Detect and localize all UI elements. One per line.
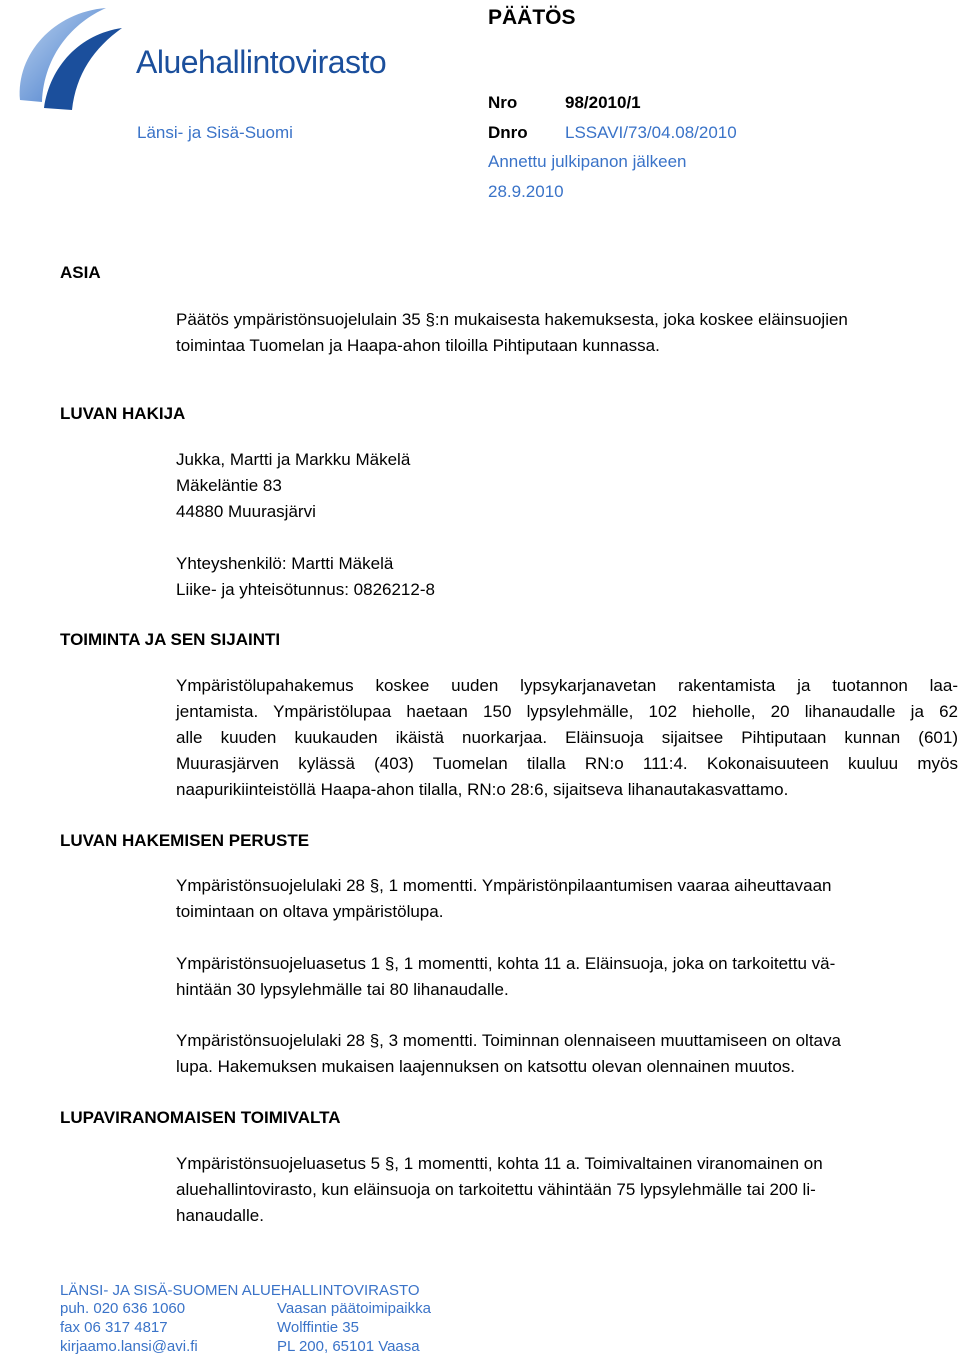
- applicant-name: Jukka, Martti ja Markku Mäkelä: [176, 450, 411, 469]
- footer-phone: puh. 020 636 1060: [60, 1300, 186, 1317]
- given-date: 28.9.2010: [488, 182, 564, 201]
- text-line: lupa. Hakemuksen mukaisen laajennuksen on katsottu olevan olennainen muutos.: [176, 1057, 796, 1076]
- footer-contact: [60, 1299, 198, 1356]
- section-activity-heading: TOIMINTA JA SEN SIJAINTI: [60, 630, 281, 649]
- nro-label: Nro: [488, 93, 518, 112]
- agency-logo: [14, 4, 414, 116]
- text-line: toimintaan on oltava ympäristölupa.: [176, 902, 444, 921]
- text-line: Ympäristönsuojelulaki 28 §, 1 momentti. Ympäristönpilaantumisen vaaraa aiheuttavaan: [176, 876, 832, 895]
- footer-office: Vaasan päätoimipaikka: [277, 1300, 431, 1317]
- text-line: Päätös ympäristönsuojelulain 35 §:n mukaisesta hakemuksesta, joka koskee eläinsuojien: [176, 310, 848, 329]
- dnro-row: [488, 123, 737, 143]
- nro-row: [488, 93, 641, 113]
- given-label: Annettu julkipanon jälkeen: [488, 152, 687, 171]
- section-basis-heading: LUVAN HAKEMISEN PERUSTE: [60, 831, 310, 850]
- nro-value: 98/2010/1: [565, 93, 641, 112]
- applicant-postal: 44880 Muurasjärvi: [176, 502, 316, 521]
- text-line: hintään 30 lypsylehmälle tai 80 lihanaudalle.: [176, 980, 509, 999]
- footer-street: Wolffintie 35: [277, 1319, 359, 1336]
- applicant-contact: Yhteyshenkilö: Martti Mäkelä: [176, 554, 394, 573]
- text-line: Ympäristönsuojeluasetus 5 §, 1 momentti, kohta 11 a. Toimivaltainen viranomainen on: [176, 1154, 823, 1173]
- text-line: Muurasjärven kylässä (403) Tuomelan tilalla RN:o 111:4. Kokonaisuuteen kuuluu myös: [176, 754, 958, 773]
- basis-paragraph-1: [176, 873, 958, 925]
- dnro-label: Dnro: [488, 123, 528, 142]
- text-line: aluehallintovirasto, kun eläinsuoja on tarkoitettu vähintään 75 lypsylehmälle tai 200 li-: [176, 1180, 816, 1199]
- text-line: Ympäristölupahakemus koskee uuden lypsykarjanavetan rakentamista ja tuotannon laa-: [176, 676, 958, 695]
- footer-pobox: PL 200, 65101 Vaasa: [277, 1338, 420, 1355]
- dnro-value: LSSAVI/73/04.08/2010: [565, 123, 737, 142]
- applicant-contact-block: [176, 551, 958, 603]
- authority-text: [176, 1151, 958, 1229]
- activity-text: [176, 673, 958, 803]
- text-line: naapurikiinteistöllä Haapa-ahon tilalla, RN:o 28:6, sijaitseva lihanautakasvattamo.: [176, 780, 789, 799]
- text-line: hanaudalle.: [176, 1206, 264, 1225]
- footer-address: [277, 1299, 431, 1356]
- section-applicant-heading: LUVAN HAKIJA: [60, 404, 186, 423]
- footer-email[interactable]: kirjaamo.lansi@avi.fi: [60, 1338, 198, 1355]
- basis-paragraph-3: [176, 1028, 958, 1080]
- asia-text: [176, 307, 958, 359]
- text-line: Ympäristönsuojeluasetus 1 §, 1 momentti, kohta 11 a. Eläinsuoja, joka on tarkoitettu vä-: [176, 954, 836, 973]
- document-type: PÄÄTÖS: [488, 6, 576, 29]
- text-line: jentamista. Ympäristölupaa haetaan 150 lypsylehmälle, 102 hieholle, 20 lihanaudalle ja 62: [176, 702, 958, 721]
- section-authority-heading: LUPAVIRANOMAISEN TOIMIVALTA: [60, 1108, 341, 1127]
- logo-wordmark: Aluehallintovirasto: [136, 44, 387, 80]
- text-line: Ympäristönsuojelulaki 28 §, 3 momentti. Toiminnan olennaiseen muuttamiseen on oltava: [176, 1031, 841, 1050]
- applicant-business-id: Liike- ja yhteisötunnus: 0826212-8: [176, 580, 435, 599]
- swoosh-logo-icon: [14, 4, 134, 116]
- section-asia-heading: ASIA: [60, 263, 101, 282]
- applicant-address: [176, 447, 958, 525]
- footer-fax: fax 06 317 4817: [60, 1319, 168, 1336]
- region-name: Länsi- ja Sisä-Suomi: [137, 123, 293, 142]
- footer-org: LÄNSI- JA SISÄ-SUOMEN ALUEHALLINTOVIRASTO: [60, 1282, 420, 1299]
- text-line: alle kuuden kuukauden ikäistä nuorkarjaa. Eläinsuoja sijaitsee Pihtiputaan kunnan (601): [176, 728, 958, 747]
- applicant-street: Mäkeläntie 83: [176, 476, 282, 495]
- text-line: toimintaa Tuomelan ja Haapa-ahon tiloilla Pihtiputaan kunnassa.: [176, 336, 660, 355]
- basis-paragraph-2: [176, 951, 958, 1003]
